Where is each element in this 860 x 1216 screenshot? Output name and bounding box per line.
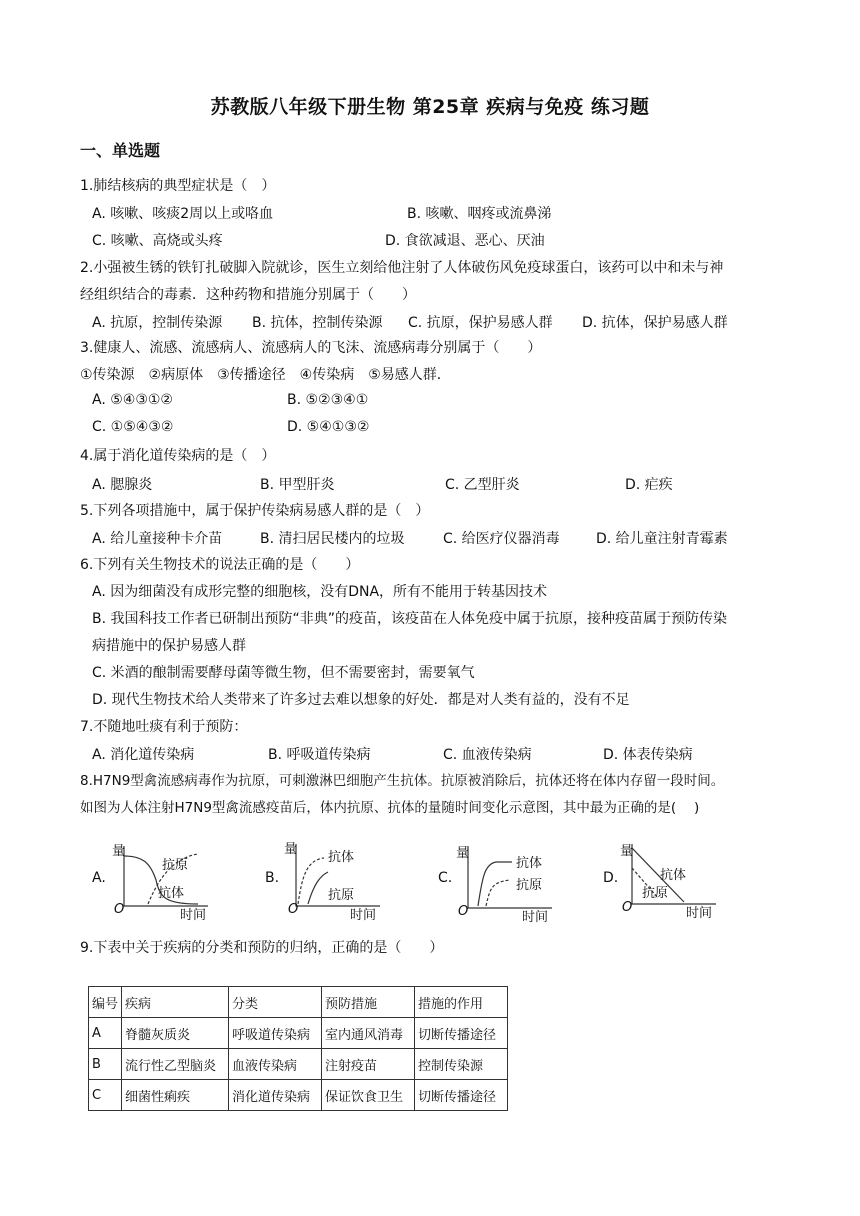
question-2-option-c: C. 抗原，保护易感人群 — [408, 315, 553, 331]
graph-d — [620, 838, 720, 921]
table-cell: 消化道传染病 — [229, 1080, 322, 1111]
question-2-stem-line-1: 2.小强被生锈的铁钉扎破脚入院就诊，医生立刻给他注射了人体破伤风免疫球蛋白，该药可以中和未与神 — [80, 260, 724, 276]
question-6-option-b-line-2: 病措施中的保护易感人群 — [92, 638, 246, 654]
section-heading: 一、单选题 — [80, 141, 161, 160]
question-5-option-d: D. 给儿童注射青霉素 — [596, 531, 728, 547]
question-9-stem: 9.下表中关于疾病的分类和预防的归纳，正确的是（ ） — [80, 940, 444, 956]
graph-d-letter: D. — [603, 870, 619, 886]
question-5-stem: 5.下列各项措施中，属于保护传染病易感人群的是（ ） — [80, 503, 430, 519]
question-5-option-c: C. 给医疗仪器消毒 — [443, 531, 560, 547]
question-1-stem: 1.肺结核病的典型症状是（ ） — [80, 178, 276, 194]
graph-c-y-label: 量 — [456, 846, 470, 861]
table-cell: 流行性乙型脑炎 — [122, 1049, 229, 1080]
table-header-cell: 编号 — [89, 987, 122, 1018]
graph-b-label-2: 抗原 — [328, 888, 355, 903]
graph-a-origin: O — [114, 902, 125, 917]
question-3-option-a: A. ⑤④③①② — [92, 392, 173, 408]
table-header-cell: 疾病 — [122, 987, 229, 1018]
question-1-option-a: A. 咳嗽、咳痰2周以上或咯血 — [92, 206, 274, 222]
graph-b-origin: O — [288, 902, 299, 917]
table-header-row — [89, 987, 508, 1018]
table-cell: A — [89, 1018, 122, 1049]
question-7-option-a: A. 消化道传染病 — [92, 747, 195, 763]
question-5-option-b: B. 清扫居民楼内的垃圾 — [260, 531, 405, 547]
question-2-stem-line-2: 经组织结合的毒素．这种药物和措施分别属于（ ） — [80, 287, 416, 303]
question-2-option-d: D. 抗体，保护易感人群 — [582, 315, 728, 331]
question-7-option-d: D. 体表传染病 — [603, 747, 693, 763]
graph-d-label-1: 抗体 — [660, 868, 687, 883]
question-4-option-b: B. 甲型肝炎 — [260, 477, 335, 493]
graph-b-curve-antigen — [308, 872, 328, 904]
table-cell: 切断传播途径 — [415, 1018, 508, 1049]
question-3-option-d: D. ⑤④①③② — [287, 419, 370, 435]
question-6-option-b-line-1: B. 我国科技工作者已研制出预防“非典”的疫苗，该疫苗在人体免疫中属于抗原，接种疫苗属于预防传染 — [92, 611, 728, 627]
table-header-cell: 预防措施 — [322, 987, 415, 1018]
graph-c-curve-antigen — [486, 880, 510, 906]
graph-b-y-label: 量 — [284, 842, 298, 857]
graph-c-letter: C. — [438, 870, 453, 886]
disease-table — [88, 986, 508, 1111]
graph-c-label-2: 抗原 — [516, 878, 543, 893]
graph-d-x-label: 时间 — [686, 906, 713, 921]
question-6-option-a: A. 因为细菌没有成形完整的细胞核，没有DNA，所有不能用于转基因技术 — [92, 584, 548, 600]
graph-d-origin: O — [622, 900, 633, 915]
question-1-option-c: C. 咳嗽、高烧或头疼 — [92, 233, 223, 249]
question-7-option-c: C. 血液传染病 — [443, 747, 532, 763]
graph-c-x-label: 时间 — [522, 910, 549, 925]
table-cell: 注射疫苗 — [322, 1049, 415, 1080]
graph-a — [112, 840, 212, 923]
question-3-stem: 3.健康人、流感、流感病人、流感病人的飞沫、流感病毒分别属于（ ） — [80, 340, 542, 356]
question-1-option-d: D. 食欲减退、恶心、厌油 — [385, 233, 545, 249]
question-7-option-b: B. 呼吸道传染病 — [268, 747, 371, 763]
question-4-option-d: D. 疟疾 — [625, 477, 673, 493]
question-6-stem: 6.下列有关生物技术的说法正确的是（ ） — [80, 557, 360, 573]
graph-b-label-1: 抗体 — [328, 850, 355, 865]
graph-a-x-label: 时间 — [180, 908, 207, 923]
page-title: 苏教版八年级下册生物 第25章 疾病与免疫 练习题 — [210, 96, 650, 118]
graph-b — [284, 838, 384, 923]
graph-c-label-1: 抗体 — [516, 856, 543, 871]
graph-c-curve-antibody — [478, 862, 512, 906]
question-1-option-b: B. 咳嗽、咽疼或流鼻涕 — [407, 206, 552, 222]
graph-b-curve-antibody — [298, 858, 324, 904]
table-cell: 血液传染病 — [229, 1049, 322, 1080]
table-cell: 控制传染源 — [415, 1049, 508, 1080]
graph-a-letter: A. — [92, 870, 106, 886]
table-cell: B — [89, 1049, 122, 1080]
question-6-option-c: C. 米酒的酿制需要酵母菌等微生物，但不需要密封，需要氧气 — [92, 665, 475, 681]
table-cell: 脊髓灰质炎 — [122, 1018, 229, 1049]
table-row — [89, 1080, 508, 1111]
question-3-option-b: B. ⑤②③④① — [287, 392, 369, 408]
table-cell: C — [89, 1080, 122, 1111]
graph-c-origin: O — [458, 904, 469, 919]
question-4-stem: 4.属于消化道传染病的是（ ） — [80, 448, 276, 464]
table-cell: 呼吸道传染病 — [229, 1018, 322, 1049]
graph-c — [456, 840, 556, 925]
graph-a-label-2: 抗体 — [158, 886, 185, 901]
question-8-stem-line-1: 8.H7N9型禽流感病毒作为抗原，可刺激淋巴细胞产生抗体。抗原被消除后，抗体还将在体内存留一段时间。 — [80, 773, 725, 789]
question-4-option-c: C. 乙型肝炎 — [445, 477, 520, 493]
table-cell: 室内通风消毒 — [322, 1018, 415, 1049]
graph-b-letter: B. — [265, 870, 280, 886]
graph-a-y-label: 量 — [112, 844, 126, 859]
question-8-stem-line-2: 如图为人体注射H7N9型禽流感疫苗后，体内抗原、抗体的量随时间变化示意图，其中最为正确的是( ) — [80, 800, 700, 816]
table-cell: 保证饮食卫生 — [322, 1080, 415, 1111]
table-header-cell: 措施的作用 — [415, 987, 508, 1018]
graph-b-x-label: 时间 — [350, 908, 377, 923]
question-2-option-b: B. 抗体，控制传染源 — [252, 315, 383, 331]
question-2-option-a: A. 抗原，控制传染源 — [92, 315, 223, 331]
graph-a-label-1: 抗原 — [162, 858, 189, 873]
question-5-option-a: A. 给儿童接种卡介苗 — [92, 531, 223, 547]
question-3-term-list: ①传染源 ②病原体 ③传播途径 ④传染病 ⑤易感人群． — [80, 367, 451, 383]
question-4-option-a: A. 腮腺炎 — [92, 477, 153, 493]
graph-d-y-label: 量 — [620, 844, 634, 859]
question-6-option-d: D. 现代生物技术给人类带来了许多过去难以想象的好处．都是对人类有益的，没有不足 — [92, 692, 630, 708]
question-3-option-c: C. ①⑤④③② — [92, 419, 174, 435]
graph-d-label-2: 抗原 — [642, 886, 669, 901]
table-cell: 细菌性痢疾 — [122, 1080, 229, 1111]
table-row — [89, 1018, 508, 1049]
table-row — [89, 1049, 508, 1080]
table-cell: 切断传播途径 — [415, 1080, 508, 1111]
question-7-stem: 7.不随地吐痰有利于预防： — [80, 719, 248, 735]
table-header-cell: 分类 — [229, 987, 322, 1018]
